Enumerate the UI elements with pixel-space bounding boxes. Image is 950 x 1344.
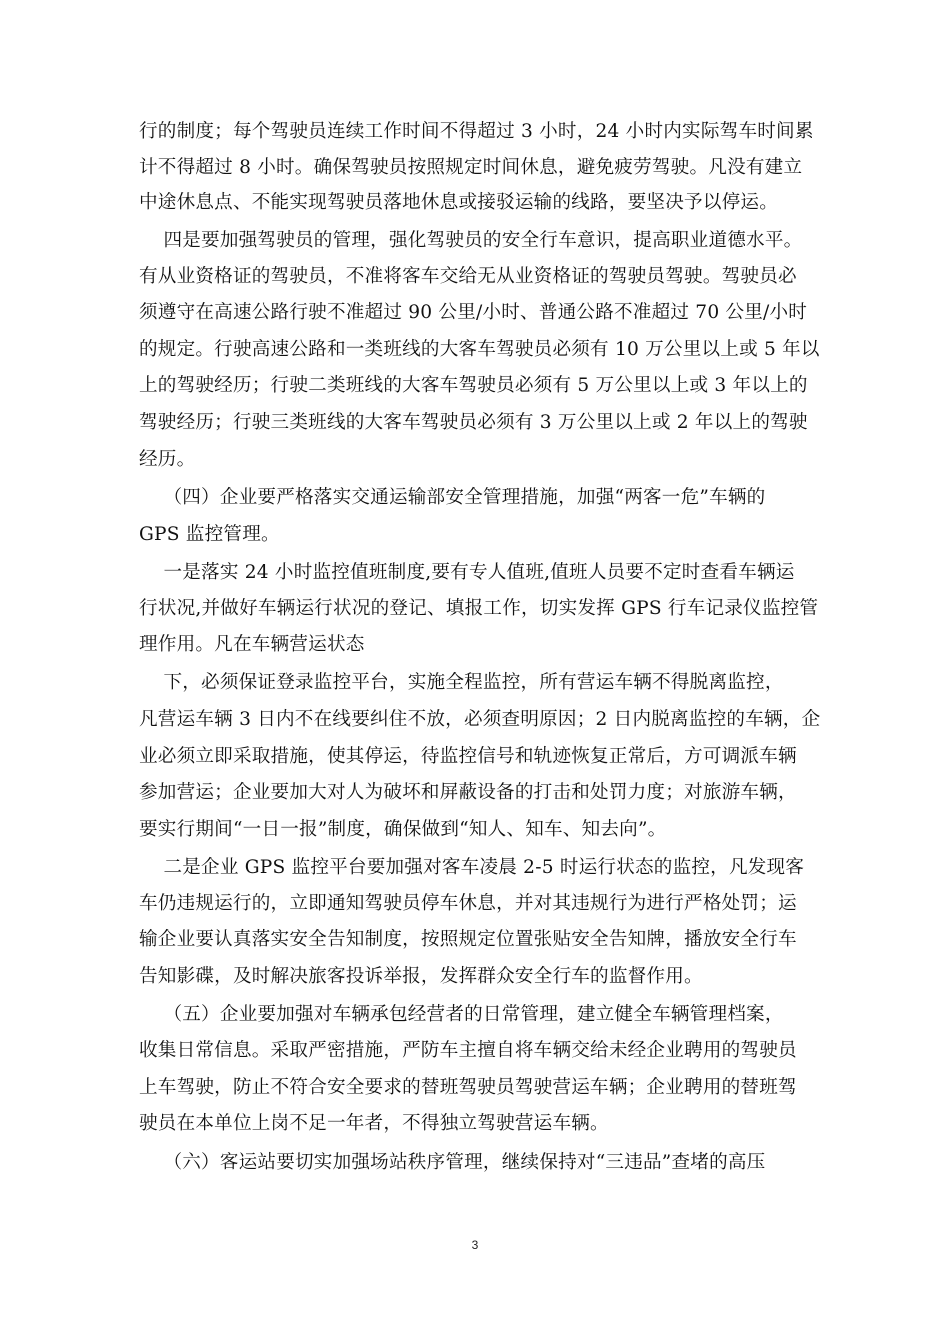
text-line: 凡营运车辆 3 日内不在线要纠住不放，必须查明原因；2 日内脱离监控的车辆，企 xyxy=(139,709,821,730)
text-line: （五）企业要加强对车辆承包经营者的日常管理，建立健全车辆管理档案， xyxy=(139,1004,784,1025)
text-line: 车仍违规运行的，立即通知驾驶员停车休息，并对其违规行为进行严格处罚；运 xyxy=(139,893,797,914)
text-line: （六）客运站要切实加强场站秩序管理，继续保持对“三违品”查堵的高压 xyxy=(139,1152,766,1173)
text-line: 要实行期间“一日一报”制度，确保做到“知人、知车、知去向”。 xyxy=(139,819,667,840)
text-line: 业必须立即采取措施，使其停运，待监控信号和轨迹恢复正常后，方可调派车辆 xyxy=(139,746,797,767)
page-number: 3 xyxy=(471,1238,479,1252)
text-line: 下，必须保证登录监控平台，实施全程监控，所有营运车辆不得脱离监控， xyxy=(139,672,784,693)
text-line: 理作用。凡在车辆营运状态 xyxy=(139,634,365,655)
text-line: 驾驶经历；行驶三类班线的大客车驾驶员必须有 3 万公里以上或 2 年以上的驾驶 xyxy=(139,412,808,433)
text-line: （四）企业要严格落实交通运输部安全管理措施，加强“两客一危”车辆的 xyxy=(139,487,766,508)
text-line: 四是要加强驾驶员的管理，强化驾驶员的安全行车意识，提高职业道德水平。 xyxy=(139,230,803,251)
text-line: 告知影碟，及时解决旅客投诉举报，发挥群众安全行车的监督作用。 xyxy=(139,966,703,987)
text-line: 一是落实 24 小时监控值班制度,要有专人值班,值班人员要不定时查看车辆运 xyxy=(139,562,795,583)
text-line: 经历。 xyxy=(139,449,196,470)
text-line: 二是企业 GPS 监控平台要加强对客车凌晨 2-5 时运行状态的监控，凡发现客 xyxy=(139,857,805,878)
text-line: 行的制度；每个驾驶员连续工作时间不得超过 3 小时，24 小时内实际驾车时间累 xyxy=(139,121,814,142)
text-line: 须遵守在高速公路行驶不准超过 90 公里/小时、普通公路不准超过 70 公里/小时 xyxy=(139,302,808,323)
text-line: 上车驾驶，防止不符合安全要求的替班驾驶员驾驶营运车辆；企业聘用的替班驾 xyxy=(139,1077,797,1098)
text-line: 驶员在本单位上岗不足一年者，不得独立驾驶营运车辆。 xyxy=(139,1113,609,1134)
text-line: 的规定。行驶高速公路和一类班线的大客车驾驶员必须有 10 万公里以上或 5 年以 xyxy=(139,339,820,360)
text-line: 参加营运；企业要加大对人为破坏和屏蔽设备的打击和处罚力度；对旅游车辆， xyxy=(139,782,797,803)
text-line: 计不得超过 8 小时。确保驾驶员按照规定时间休息，避免疲劳驾驶。凡没有建立 xyxy=(139,157,803,178)
text-line: 中途休息点、不能实现驾驶员落地休息或接驳运输的线路，要坚决予以停运。 xyxy=(139,192,778,213)
text-line: 输企业要认真落实安全告知制度，按照规定位置张贴安全告知牌，播放安全行车 xyxy=(139,929,797,950)
text-line: 有从业资格证的驾驶员，不准将客车交给无从业资格证的驾驶员驾驶。驾驶员必 xyxy=(139,266,797,287)
text-line: 收集日常信息。采取严密措施，严防车主擅自将车辆交给未经企业聘用的驾驶员 xyxy=(139,1040,797,1061)
text-line: GPS 监控管理。 xyxy=(139,524,280,545)
text-line: 上的驾驶经历；行驶二类班线的大客车驾驶员必须有 5 万公里以上或 3 年以上的 xyxy=(139,375,808,396)
text-line: 行状况,并做好车辆运行状况的登记、填报工作，切实发挥 GPS 行车记录仪监控管 xyxy=(139,598,819,619)
